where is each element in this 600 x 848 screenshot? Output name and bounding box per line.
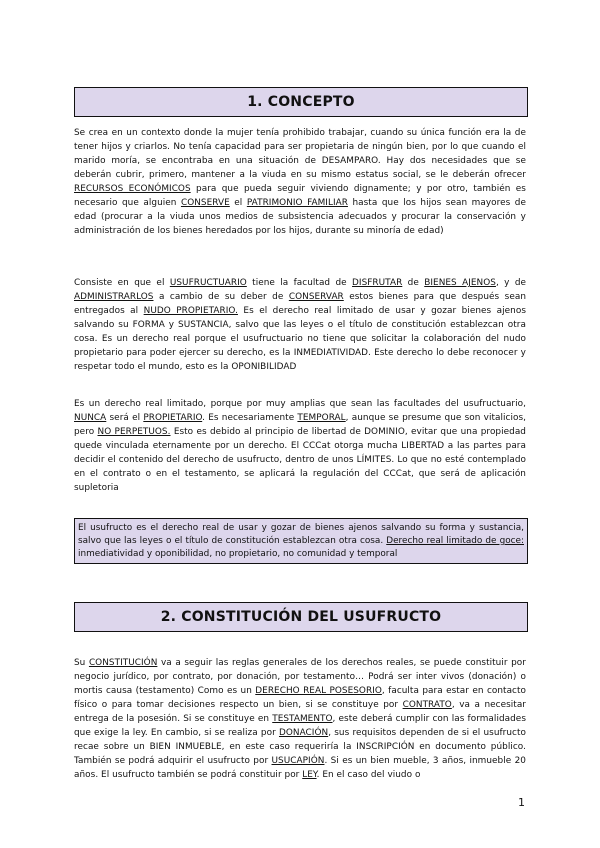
page-number: 1 [518,796,525,809]
term-derecho-real-posesorio: DERECHO REAL POSESORIO [255,686,382,696]
term-usucapion: USUCAPIÓN [271,756,325,766]
term-administrarlos: ADMINISTRARLOS [74,292,154,302]
term-donacion: DONACIÓN [278,728,329,738]
term-conserve: CONSERVE [180,198,230,208]
term-constitucion: CONSTITUCIÓN [88,658,158,668]
paragraph-limited-right: Es un derecho real limitado, porque por muy amplias que sean las facultades del usufructuario, NUNCA será el PROPIETARIO. Es necesariamente TEMPORAL, aunque se presume que son vitalicios, pero NO PERPETUOS. Esto es debido al principio de libertad de DOMINIO, evitar que una propiedad quede vinculada eternamente por un derecho. El CCCat otorga mucha LIBERTAD a las partes para decidir el contenido del derecho de usufructo, dentro de unos LÍMITES. Lo que no esté contemplado en el contrato o en el testamento, se aplicará la regulación del CCCat, que será de aplicación supletoria [74,399,526,493]
term-no-perpetuos: NO PERPETUOS. [97,427,171,437]
term-bienes-ajenos: BIENES AJENOS [424,278,496,288]
term-contrato: CONTRATO [402,700,452,710]
section-heading-concepto [74,87,528,117]
term-nudo-propietario: NUDO PROPIETARIO. [143,306,238,316]
section-heading-constitucion [74,602,528,632]
term-testamento: TESTAMENTO [272,714,333,724]
term-ley: LEY [302,770,317,780]
term-temporal: TEMPORAL [297,413,346,423]
term-recursos-economicos: RECURSOS ECONÓMICOS [74,184,191,194]
paragraph-context: Se crea en un contexto donde la mujer tenía prohibido trabajar, cuando su única función era la de tener hijos y criarlos. No tenía capacidad para ser propietaria de ningún bien, por lo que cuando el marido moría, se encontraba en una situación de DESAMPARO. Hay dos necesidades que se deberán cubrir, primero, mantener a la viuda en su mismo estatus social, se le deberán ofrecer RECURSOS ECONÓMICOS para que pueda seguir viviendo dignamente; y por otro, también es necesario que alguien CONSERVE el PATRIMONIO FAMILIAR hasta que los hijos sean mayores de edad (procurar a la viuda unos medios de subsistencia adecuados y procurar la conservación y administración de los bienes heredados por los hijos, durante su minoría de edad) [74,128,526,236]
section-title: 2. CONSTITUCIÓN DEL USUFRUCTO [160,609,442,625]
term-propietario: PROPIETARIO [143,413,203,423]
term-usufructuario: USUFRUCTUARIO [169,278,247,288]
paragraph-constitution: Su CONSTITUCIÓN va a seguir las reglas generales de los derechos reales, se puede constituir por negocio jurídico, por contrato, por donación, por testamento… Podrá ser inter vivos (donación) o mortis causa (testamento) Como es un DERECHO REAL POSESORIO, faculta para estar en contacto físico o para tomar decisiones respecto un bien, si se constituye por CONTRATO, va a necesitar entrega de la posesión. Si se constituye en TESTAMENTO, este deberá cumplir con las formalidades que exige la ley. En cambio, si se realiza por DONACIÓN, sus requisitos dependen de si el usufructo recae sobre un BIEN INMUEBLE, en este caso requeriría la INSCRIPCIÓN en documento público. También se podrá adquirir el usufructo por USUCAPIÓN. Si es un bien mueble, 3 años, inmueble 20 años. El usufructo también se podrá constituir por LEY. En el caso del viudo o [74,658,527,780]
term-disfrutar: DISFRUTAR [352,278,403,288]
term-conservar: CONSERVAR [288,292,344,302]
summary-box: El usufructo es el derecho real de usar y gozar de bienes ajenos salvando su forma y sustancia, salvo que las leyes o el título de constitución establezcan otra cosa. Derecho real limitado de goce: inmediatividad y oponibilidad, no propietario, no comunidad y temporal [74,518,528,564]
term-patrimonio-familiar: PATRIMONIO FAMILIAR [246,198,348,208]
paragraph-definition: Consiste en que el USUFRUCTUARIO tiene la facultad de DISFRUTAR de BIENES AJENOS, y de ADMINISTRARLOS a cambio de su deber de CONSERVAR estos bienes para que después sean entregados al NUDO PROPIETARIO. Es el derecho real limitado de usar y gozar bienes ajenos salvando su FORMA y SUSTANCIA, salvo que las leyes o el título de constitución establezcan otra cosa. Es un derecho real porque el usufructuario no tiene que solicitar la colaboración del nudo propietario para poder ejercer su derecho, es la INMEDIATIVIDAD. Este derecho lo debe reconocer y respetar todo el mundo, esto es la OPONIBILIDAD [74,278,527,372]
section-title: 1. CONCEPTO [247,94,355,110]
term-nunca: NUNCA [74,413,107,423]
term-derecho-real-limitado: Derecho real limitado de goce: [386,536,524,546]
